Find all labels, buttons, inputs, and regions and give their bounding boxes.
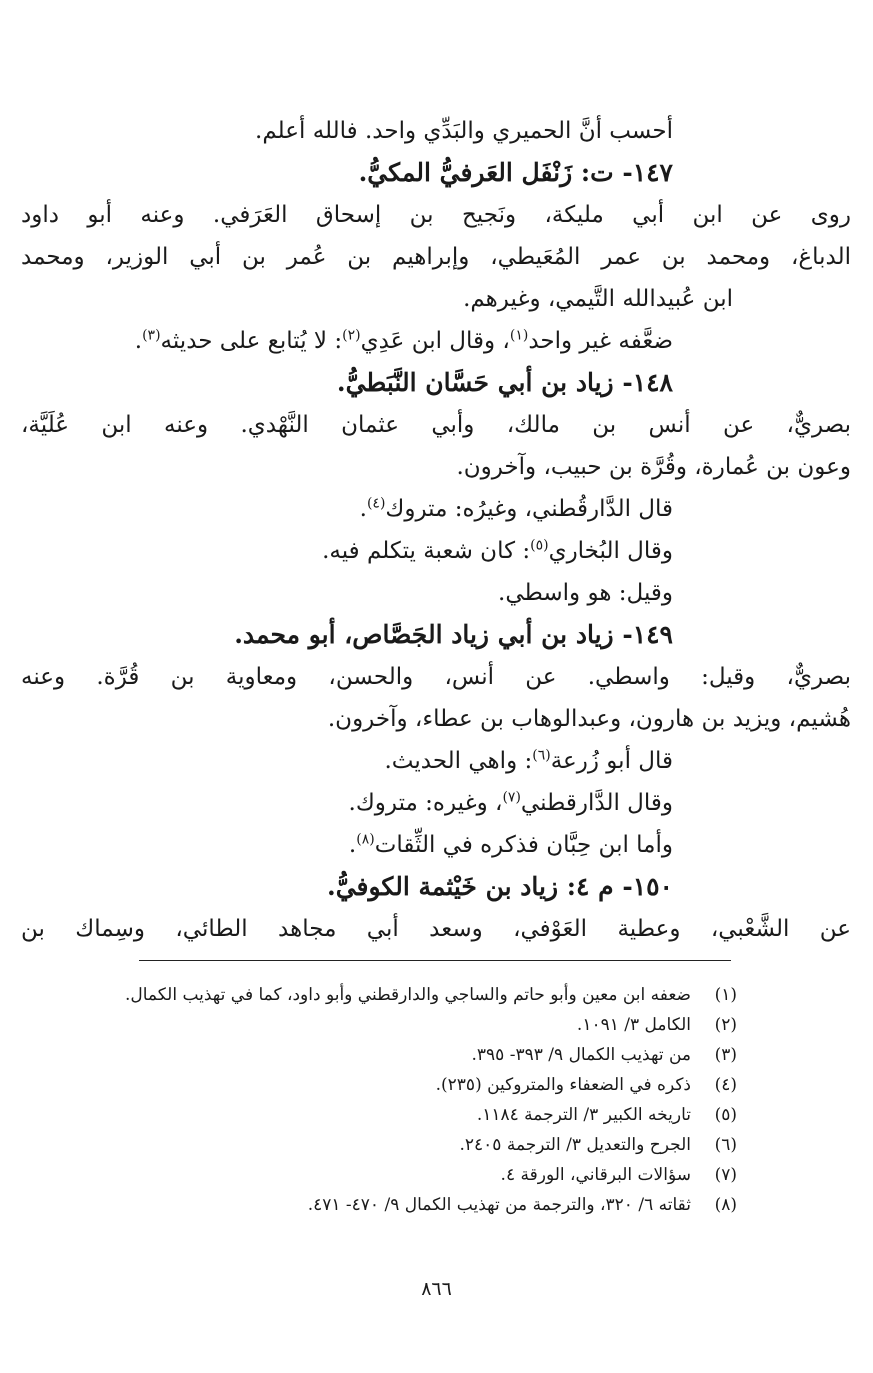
entry-149-line-1: بصريٌّ، وقيل: واسطي. عن أنس، والحسن، ومعاوية بن قُرَّة. وعنه xyxy=(21,664,851,690)
entry-147-weakness xyxy=(21,320,733,362)
text-segment: ضعَّفه غير واحد xyxy=(528,328,673,354)
footnote-text: من تهذيب الكمال ٩/ ٣٩٣- ٣٩٥. xyxy=(471,1045,691,1065)
footnote-1 xyxy=(125,980,737,1010)
main-text xyxy=(21,110,851,950)
text-segment: : كان شعبة يتكلم فيه. xyxy=(322,538,531,564)
footnote-text: سؤالات البرقاني، الورقة ٤. xyxy=(500,1165,691,1185)
entry-150-line-1: عن الشَّعْبي، وعطية العَوْفي، وسعد أبي مجاهد الطائي، وسِماك بن xyxy=(21,916,851,942)
entry-149-ibn-hibban xyxy=(21,824,733,866)
entry-147-line-2: الدباغ، ومحمد بن عمر المُعَيطي، وإبراهيم بن عُمر بن أبي الوزير، ومحمد xyxy=(21,244,851,270)
footnote-number: (٣) xyxy=(714,1045,737,1065)
footnote-ref-2: (٢) xyxy=(342,327,361,344)
text-segment: وقال الدَّارقطني xyxy=(520,790,673,816)
entry-148-line-2: وعون بن عُمارة، وقُرَّة بن حبيب، وآخرون. xyxy=(456,454,851,480)
footnote-number: (٥) xyxy=(714,1105,737,1125)
footnote-6 xyxy=(137,1130,737,1160)
footnote-4 xyxy=(137,1070,737,1100)
footnote-number: (٤) xyxy=(714,1075,737,1095)
entry-147-heading: ١٤٧- ت: زَنْفَل العَرفيُّ المكيُّ. xyxy=(358,158,673,187)
entry-149-daraqutni xyxy=(21,782,733,824)
text-segment: : واهي الحديث. xyxy=(384,748,533,774)
footnote-text: ذكره في الضعفاء والمتروكين (٢٣٥). xyxy=(435,1075,691,1095)
footnote-7 xyxy=(137,1160,737,1190)
text-segment: وقال البُخاري xyxy=(548,538,673,564)
footnote-5 xyxy=(137,1100,737,1130)
footnote-number: (٧) xyxy=(714,1165,737,1185)
text-segment: : لا يُتابع على حديثه xyxy=(160,328,343,354)
entry-149-heading: ١٤٩- زياد بن أبي زياد الجَصَّاص، أبو محمد. xyxy=(234,620,673,649)
entry-148-heading: ١٤٨- زياد بن أبي حَسَّان النَّبَطيُّ. xyxy=(336,368,673,397)
footnote-2 xyxy=(137,1010,737,1040)
footnote-text: تاريخه الكبير ٣/ الترجمة ١١٨٤. xyxy=(476,1105,691,1125)
page-number: ٨٦٦ xyxy=(421,1278,452,1300)
text-segment: قال الدَّارقُطني، وغيرُه: متروك xyxy=(385,496,673,522)
footnote-number: (٦) xyxy=(714,1135,737,1155)
entry-147-line-1: روى عن ابن أبي مليكة، ونَجيح بن إسحاق العَرَفي. وعنه أبو داود xyxy=(21,202,851,228)
entry-148-bukhari xyxy=(21,530,733,572)
text-segment: قال أبو زُرعة xyxy=(550,748,673,774)
footnote-ref-6: (٦) xyxy=(532,747,551,764)
text-segment: ، وغيره: متروك. xyxy=(348,790,503,816)
footnote-ref-4: (٤) xyxy=(366,495,386,512)
text-segment: وأما ابن حِبَّان فذكره في الثِّقات xyxy=(374,832,673,858)
footnote-text: الجرح والتعديل ٣/ الترجمة ٢٤٠٥. xyxy=(459,1135,691,1155)
footnote-3 xyxy=(137,1040,737,1070)
entry-148-wasiti: وقيل: هو واسطي. xyxy=(498,580,673,606)
footnote-8 xyxy=(137,1190,737,1220)
entry-148-line-1: بصريٌّ، عن أنس بن مالك، وأبي عثمان النَّهْدي. وعنه ابن عُلَيَّة، xyxy=(21,412,851,438)
entry-149-line-2: هُشيم، ويزيد بن هارون، وعبدالوهاب بن عطاء، وآخرون. xyxy=(327,706,851,732)
footnote-number: (٢) xyxy=(714,1015,737,1035)
text-segment: . xyxy=(348,832,357,858)
entry-147-line-3: ابن عُبيدالله التَّيمي، وغيرهم. xyxy=(463,286,733,312)
footnotes xyxy=(125,980,737,1220)
footnote-text: ضعفه ابن معين وأبو حاتم والساجي والدارقطني وأبو داود، كما في تهذيب الكمال. xyxy=(125,985,691,1005)
entry-150-heading: ١٥٠- م ٤: زياد بن خَيْثمة الكوفيُّ. xyxy=(327,872,673,901)
footnote-text: ثقاته ٦/ ٣٢٠، والترجمة من تهذيب الكمال ٩/ ٤٧٠- ٤٧١. xyxy=(307,1195,691,1215)
footnote-ref-3: (٣) xyxy=(142,327,161,344)
intro-line: أحسب أنَّ الحميري والبَدِّي واحد. فالله أعلم. xyxy=(255,118,673,144)
footnote-ref-8: (٨) xyxy=(356,831,375,848)
entry-148-daraqutni xyxy=(21,488,733,530)
text-segment: . xyxy=(359,496,367,522)
footnote-number: (١) xyxy=(714,985,737,1005)
text-segment: ، وقال ابن عَدِي xyxy=(360,328,510,354)
footnote-number: (٨) xyxy=(714,1195,737,1215)
footnote-ref-7: (٧) xyxy=(502,789,521,806)
footnote-ref-5: (٥) xyxy=(530,537,549,554)
footnote-divider xyxy=(139,960,731,961)
text-segment: . xyxy=(134,328,143,354)
footnote-ref-1: (١) xyxy=(509,327,529,344)
entry-149-abu-zura xyxy=(21,740,733,782)
footnote-text: الكامل ٣/ ١٠٩١. xyxy=(576,1015,691,1035)
